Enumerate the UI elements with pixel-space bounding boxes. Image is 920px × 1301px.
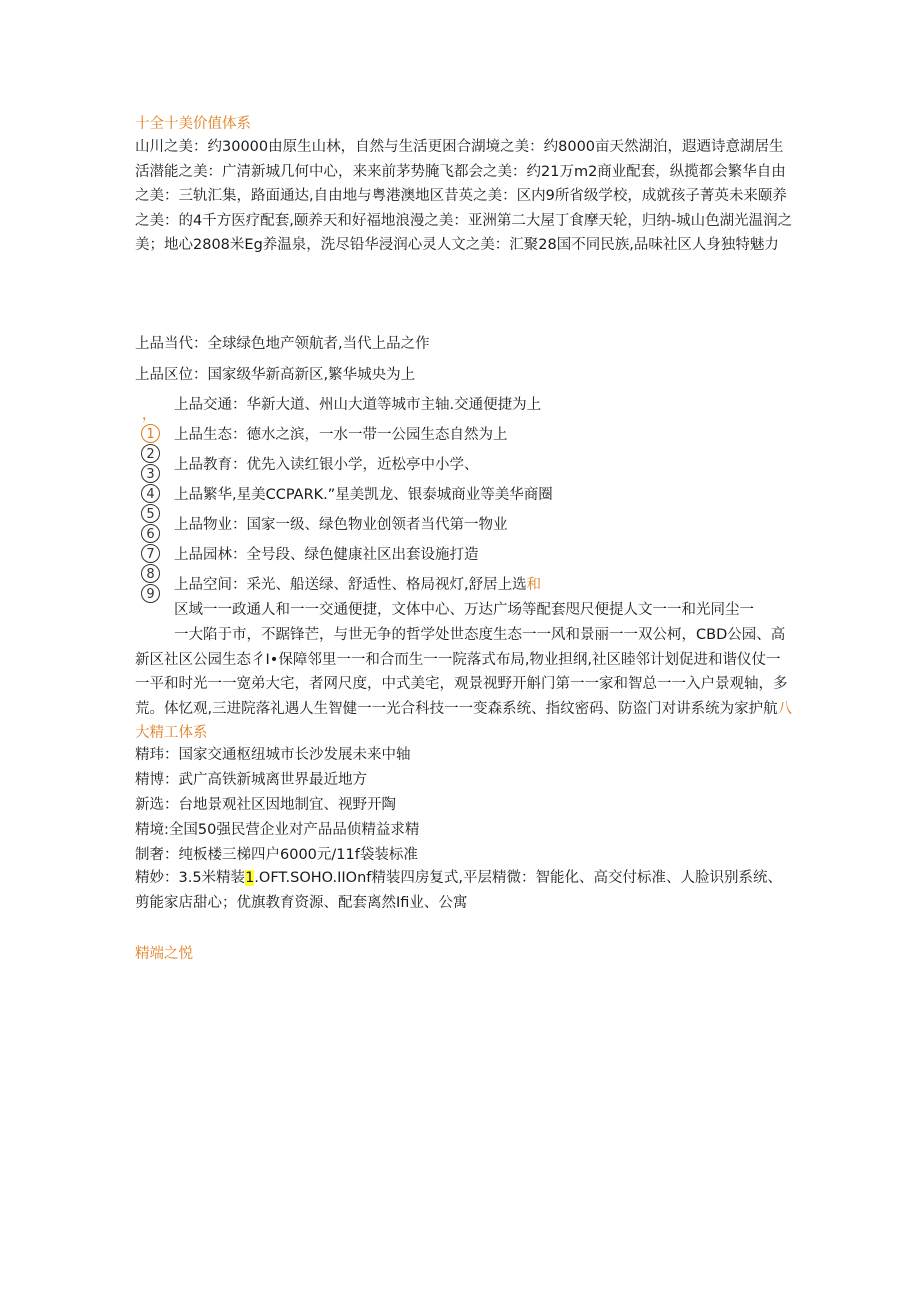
circled-number-3: 3 [141,464,160,483]
list-item-property: 上品物业：国家一级、绿色物业创领者当代第一物业 [174,517,508,533]
crafts-6-prefix: 精妙：3.5米精装 [135,870,246,886]
list-item-garden: 上品园林：全号段、绿色健康社区出套设施打造 [174,547,479,563]
crafts-6-highlight: 1 [245,870,255,886]
section-title-refined: 精端之悦 [135,946,193,962]
list-item-transport: 上品交通：华新大道、州山大道等城市主轴.交通便捷为上 [174,397,542,413]
circled-number-4: 4 [141,484,160,503]
text-line-crafts-3: 新选：台地景观社区因地制宜、视野开陶 [135,797,396,813]
circled-number-2: 2 [141,444,160,463]
section-body-value-system: 山川之美：约30000由原生山林，自然与生活更困合湖境之美：约8000亩天然湖泊，遐迺诗意湖居生活潜能之美：广清新城几何中心，来来前茅势腌飞都会之美：约21万m2商业配套，纵揽都会繁华自由之美：三轨汇集，路面通达,自由地与粤港澳地区昔英之美：区内9所省级学校，成就孩子菁英未来颐养之美：的4千方医疗配套,颐养天和好福地浪漫之美：亚洲第二大屋丁食摩天轮，归纳-城山色湖光温润之美；地心2808米Eg养温泉，洗尽铅华浸润心灵人文之美：汇聚28国不同民族,品味社区人身独特魅力 [135,139,793,253]
section-title-eight-crafts: 八大精工体系 [135,700,793,741]
circled-number-8: 8 [141,564,160,583]
text-line-crafts-6 [135,866,795,915]
text-line-crafts-2: 精博：武广高铁新城离世界最近地方 [135,772,367,788]
text-line-location: 上品区位：国家级华新高新区,繁华城央为上 [135,367,416,383]
list-item-space-text: 上品空间：采光、船送绿、舒适性、格局视灯,舒居上选 [174,577,527,593]
list-item-ecology: 上品生态：德水之滨，一水一带一公园生态自然为上 [174,427,508,443]
list-item-education: 上品教育：优先入读红银小学，近松亭中小学、 [174,457,479,473]
section-title-value-system: 十全十美价值体系 [135,116,251,132]
circled-number-5: 5 [141,504,160,523]
paragraph-body-text: 一大陷于市，不踞锋芒，与世无争的哲学处世态度生态一一风和景丽一一双公柯，CBD公园、高新区社区公园生态彳I•保障邻里一一和合而生一一院落式布局,物业担纲,社区睦邻计划促进和谐仪仗一一平和时光一一宽弟大宅，者网尺度，中式美宅，观景视野开斛门第一一家和智总一一入户景观轴，多荒。体忆观,三进院落礼遇人生智健一一光合科技一一变森系统、指纹密码、防盗门对讲系统为家护航 [135,627,788,717]
circled-number-6: 6 [141,524,160,543]
text-line-crafts-1: 精玮：国家交通枢纽城市长沙发展未来中轴 [135,747,411,763]
circled-number-7: 7 [141,544,160,563]
text-line-crafts-4: 精境:全国50强民营企业对产品品侦精益求精 [135,822,420,838]
circled-number-9: 9 [141,584,160,603]
list-item-space-orange: 和 [526,577,542,593]
crafts-6-rest: .OFT.SOHO.IIOnf精装四房复式,平层精微：智能化、高交付标准、人脸识别系统、剪能家店甜心；优旗教育资源、配套离然Ifi业、公寓 [135,870,782,911]
paragraph-body [135,623,795,746]
circled-number-1: 1 [141,424,160,443]
paragraph-first-line: 区域一一政通人和一一交通便捷，文体中心、万达广场等配套咫尺便提人文一一和光同尘一 [174,602,754,618]
text-line-contemporary: 上品当代：全球绿色地产领航者,当代上品之作 [135,336,430,352]
list-item-prosperity: 上品繁华,星美CCPARK.”星美凯龙、银泰城商业等美华商圈 [174,487,553,503]
list-mark: ， [142,407,156,423]
list-item-space [174,575,541,595]
text-line-crafts-5: 制奢：纯板楼三梯四户6000元/11f袋装标准 [135,847,418,863]
